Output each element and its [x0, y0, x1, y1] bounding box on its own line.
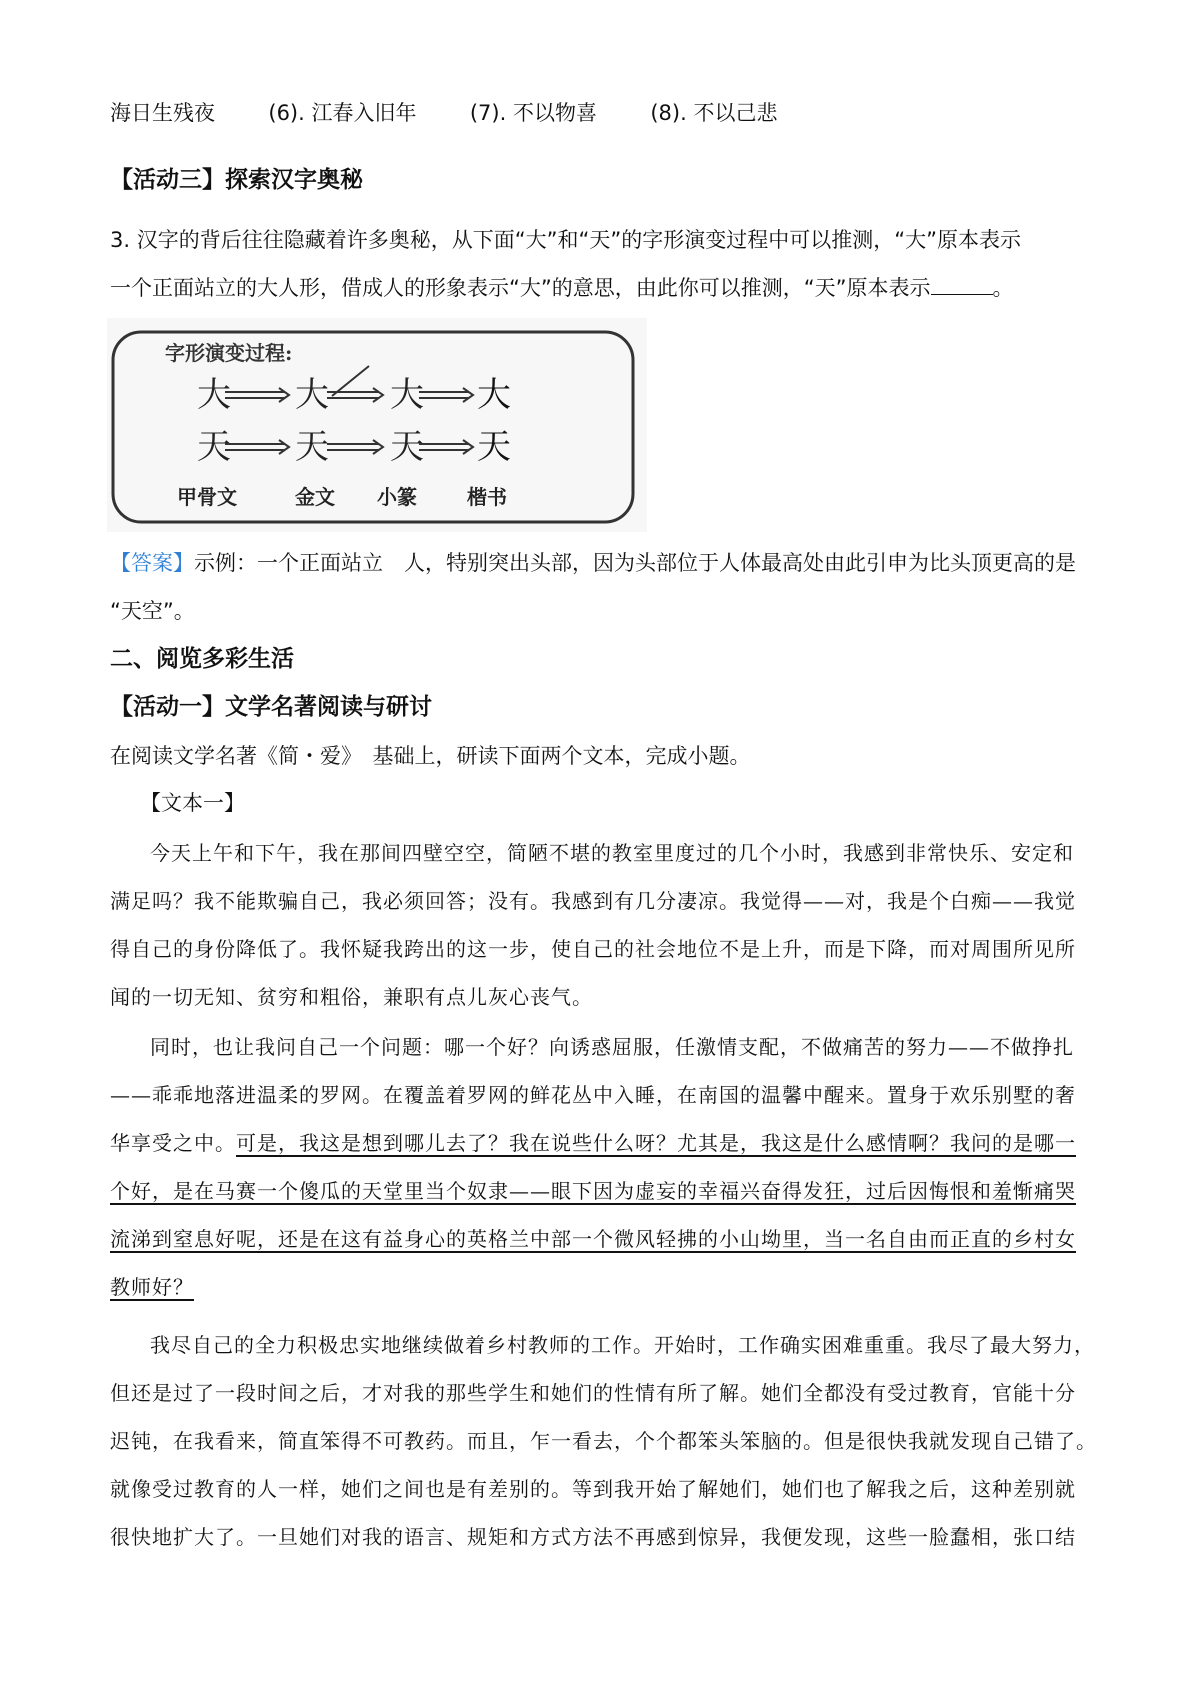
passage-line: 闻的一切无知、贫穷和粗俗，兼职有点儿灰心丧气。	[110, 985, 593, 1009]
question-3-text: 一个正面站立的大人形，借成人的形象表示“大”的意思，由此你可以推测，“天”原本表示	[110, 276, 931, 300]
passage-line: 得自己的身份降低了。我怀疑我跨出的这一步，使自己的社会地位不是上升，而是下降，而对周围所见所	[110, 937, 1076, 961]
passage-line: 同时，也让我问自己一个问题：哪一个好？向诱惑屈服，任激情支配，不做痛苦的努力——不做挣扎	[150, 1035, 1074, 1059]
passage-line: 我尽自己的全力积极忠实地继续做着乡村教师的工作。开始时，工作确实困难重重。我尽了最大努力，	[150, 1333, 1095, 1357]
passage-line: 今天上午和下午，我在那间四壁空空，简陋不堪的教室里度过的几个小时，我感到非常快乐、安定和	[150, 841, 1074, 865]
glyph-tian-bronze: 天	[295, 427, 329, 467]
label-small-seal: 小篆	[377, 485, 417, 509]
answer-line-1	[110, 548, 1090, 578]
glyph-da-oracle: 大	[197, 375, 231, 415]
glyph-tian-seal: 天	[390, 427, 424, 467]
underlined-passage-line: 流涕到窒息好呢，还是在这有益身心的英格兰中部一个微风轻拂的小山坳里，当一名自由而正直的乡村女	[110, 1227, 1076, 1251]
passage-line: 就像受过教育的人一样，她们之间也是有差别的。等到我开始了解她们，她们也了解我之后，这种差别就	[110, 1477, 1076, 1501]
question-3-line-1: 3. 汉字的背后往往隐藏着许多奥秘，从下面“大”和“天”的字形演变过程中可以推测，“大”原本表示	[110, 228, 1021, 252]
question-3-end: 。	[992, 276, 1014, 300]
activity3-heading: 【活动三】探索汉字奥秘	[110, 167, 363, 193]
passage-line: ——乖乖地落进温柔的罗网。在覆盖着罗网的鲜花丛中入睡，在南国的温馨中醒来。置身于欢乐别墅的奢	[110, 1083, 1076, 1107]
activity1-heading: 【活动一】文学名著阅读与研讨	[110, 694, 432, 720]
label-bronze: 金文	[295, 485, 335, 509]
passage-segment: 华享受之中。	[110, 1131, 236, 1155]
item-7-number: (7).	[469, 101, 507, 125]
answer-blank	[931, 274, 993, 295]
glyph-evolution-diagram	[107, 318, 647, 532]
passage-line: 很快地扩大了。一旦她们对我的语言、规矩和方式方法不再感到惊异，我便发现，这些一脸蠢相，张口结	[110, 1525, 1076, 1549]
answer-line-2: “天空”。	[110, 599, 195, 623]
item-6-number: (6).	[268, 101, 305, 125]
answer-tag: 【答案】	[110, 551, 194, 575]
label-regular-script: 楷书	[467, 485, 507, 509]
text1-label: 【文本一】	[140, 791, 245, 815]
underlined-passage-line: 个好，是在马赛一个傻瓜的天堂里当个奴隶——眼下因为虚妄的幸福兴奋得发狂，过后因悔恨和羞惭痛哭	[110, 1179, 1076, 1203]
section-2-heading: 二、阅览多彩生活	[110, 646, 294, 672]
glyph-da-regular: 大	[477, 375, 511, 415]
answer-7: 不以物喜	[512, 101, 597, 125]
passage-line: 满足吗？我不能欺骗自己，我必须回答；没有。我感到有几分凄凉。我觉得——对，我是个白痴——我觉	[110, 889, 1076, 913]
passage-line: 迟钝，在我看来，简直笨得不可教药。而且，乍一看去，个个都笨头笨脑的。但是很快我就发现自己错了。	[110, 1429, 1097, 1453]
passage-line: 但还是过了一段时间之后，才对我的那些学生和她们的性情有所了解。她们全都没有受过教育，官能十分	[110, 1381, 1076, 1405]
item-8-number: (8).	[650, 101, 687, 125]
underlined-passage: 可是，我这是想到哪儿去了？我在说些什么呀？尤其是，我这是什么感情啊？我问的是哪一	[236, 1131, 1076, 1155]
answer-5-tail: 海日生残夜	[110, 101, 215, 125]
glyph-tian-oracle: 天	[197, 427, 231, 467]
answer-text: 示例：一个正面站立 人，特别突出头部，因为头部位于人体最高处由此引申为比头顶更高的是	[194, 551, 1076, 575]
answer-6: 江春入旧年	[311, 101, 417, 125]
glyph-da-bronze: 大	[295, 375, 329, 415]
passage-line	[110, 1272, 1090, 1302]
answer-8: 不以己悲	[693, 101, 778, 125]
underlined-passage: 教师好？	[110, 1275, 194, 1299]
question-3-line-2	[110, 273, 1090, 303]
answer-line-5-8	[110, 98, 1090, 128]
reading-intro: 在阅读文学名著《简・爱》 基础上，研读下面两个文本，完成小题。	[110, 744, 751, 768]
passage-line	[110, 1128, 1090, 1158]
glyph-tian-regular: 天	[477, 427, 511, 467]
glyph-da-seal: 大	[390, 375, 424, 415]
label-oracle-bone: 甲骨文	[177, 485, 237, 509]
diagram-title: 字形演变过程:	[165, 341, 293, 365]
